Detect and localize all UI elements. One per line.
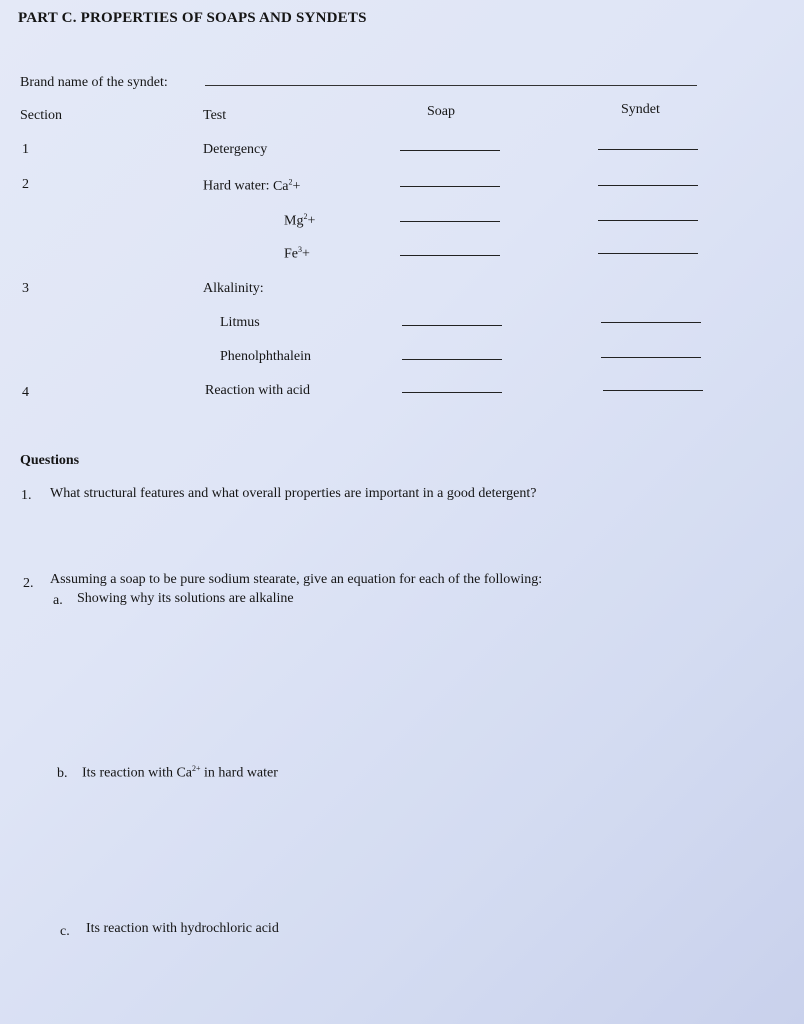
questions-heading: Questions xyxy=(20,453,80,468)
row-fe-syndet-blank[interactable] xyxy=(598,253,698,254)
row-1-test: Detergency xyxy=(203,142,268,157)
row-phenolphthalein-test: Phenolphthalein xyxy=(220,349,311,364)
header-test: Test xyxy=(203,108,227,123)
question-2a-letter: a. xyxy=(53,593,63,608)
row-mg-soap-blank[interactable] xyxy=(400,221,500,222)
row-1-syndet-blank[interactable] xyxy=(598,149,698,150)
row-4-soap-blank[interactable] xyxy=(402,392,502,393)
row-4-test: Reaction with acid xyxy=(205,383,310,398)
question-2b-text: Its reaction with $Ca^{2+}$ in hard water xyxy=(82,764,278,781)
ion-magnesium: $Mg^2+$ xyxy=(284,212,316,229)
row-litmus-soap-blank[interactable] xyxy=(402,325,502,326)
page-title: PART C. PROPERTIES OF SOAPS AND SYNDETS xyxy=(18,10,367,26)
ion-calcium: $Ca^2+$ xyxy=(272,177,301,194)
row-phenolphthalein-soap-blank[interactable] xyxy=(402,359,502,360)
row-4-syndet-blank[interactable] xyxy=(603,390,703,391)
header-section: Section xyxy=(20,108,62,123)
row-2-test xyxy=(203,177,300,195)
row-2-section: 2 xyxy=(22,177,29,192)
question-2-number: 2. xyxy=(23,576,34,591)
row-4-section: 4 xyxy=(22,385,29,400)
brand-name-label: Brand name of the syndet: xyxy=(20,75,168,90)
row-2-test-label: Hard water: xyxy=(203,178,270,194)
row-litmus-syndet-blank[interactable] xyxy=(601,322,701,323)
row-3-test: Alkalinity: xyxy=(203,281,264,296)
header-soap: Soap xyxy=(427,104,455,119)
question-2c-letter: c. xyxy=(60,924,70,939)
question-2a-text: Showing why its solutions are alkaline xyxy=(77,591,294,606)
row-litmus-test: Litmus xyxy=(220,315,260,330)
row-1-section: 1 xyxy=(22,142,29,157)
row-fe-soap-blank[interactable] xyxy=(400,255,500,256)
brand-name-field[interactable] xyxy=(205,85,697,86)
row-2-syndet-blank[interactable] xyxy=(598,185,698,186)
question-2-text: Assuming a soap to be pure sodium stearate, give an equation for each of the following: xyxy=(50,572,543,587)
question-2b-letter: b. xyxy=(57,766,68,781)
ion-iron: $Fe^3+$ xyxy=(284,245,310,262)
row-2-soap-blank[interactable] xyxy=(400,186,500,187)
question-1-number: 1. xyxy=(21,488,32,503)
row-mg-syndet-blank[interactable] xyxy=(598,220,698,221)
row-1-soap-blank[interactable] xyxy=(400,150,500,151)
question-2c-text: Its reaction with hydrochloric acid xyxy=(86,921,279,936)
header-syndet: Syndet xyxy=(621,102,660,117)
question-1-text: What structural features and what overall properties are important in a good detergent? xyxy=(50,486,537,501)
row-3-section: 3 xyxy=(22,281,29,296)
row-phenolphthalein-syndet-blank[interactable] xyxy=(601,357,701,358)
